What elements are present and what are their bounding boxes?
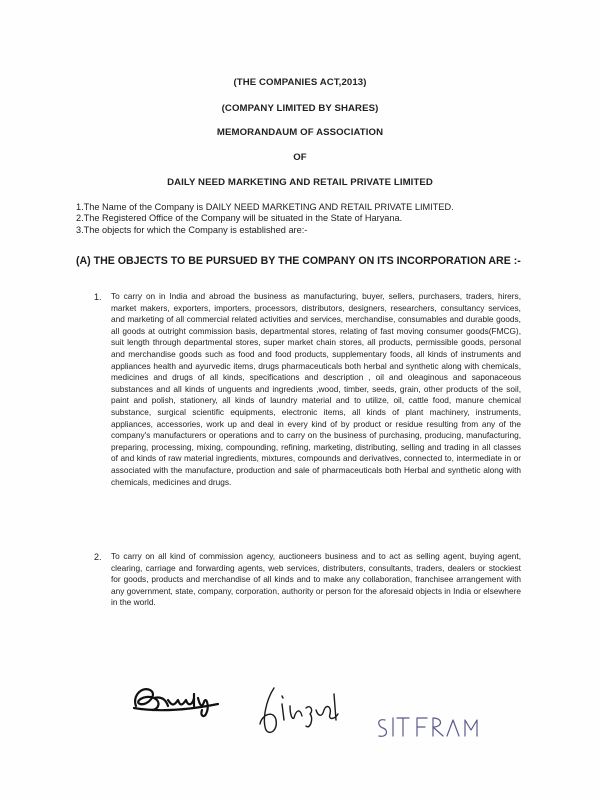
intro-clauses (76, 202, 546, 236)
object-number: 2. (94, 552, 102, 562)
company-type-heading: (COMPANY LIMITED BY SHARES) (221, 103, 379, 114)
clause-registered-office: 2.The Registered Office of the Company will be situated in the State of Haryana. (76, 213, 403, 224)
of-heading: OF (293, 152, 307, 163)
clause-objects: 3.The objects for which the Company is established are:- (76, 224, 308, 235)
objects-section-title: (A) THE OBJECTS TO BE PURSUED BY THE COMPANY ON ITS INCORPORATION ARE :- (76, 255, 521, 267)
signature-3 (373, 712, 488, 742)
company-name-heading: DAILY NEED MARKETING AND RETAIL PRIVATE LIMITED (167, 177, 433, 188)
memorandum-heading: MEMORANDAUM OF ASSOCIATION (216, 127, 384, 138)
object-text: To carry on all kind of commission agency, auctioneers business and to act as selling agent, buying agent, clearing, carriage and forwarding agents, web services, distributers, consultants, traders, dealers or stockiest for goods, products and merchandise of all kinds and to make any collaboration, franchisee arrangement with any government, state, company, corporation, authority or person for the aforesaid objects in India or elsewhere in the world. (111, 551, 521, 608)
object-number: 1. (94, 292, 102, 302)
signature-1 (128, 676, 223, 718)
clause-name: 1.The Name of the Company is DAILY NEED MARKETING AND RETAIL PRIVATE LIMITED. (76, 202, 454, 212)
signature-2 (252, 680, 362, 740)
act-heading: (THE COMPANIES ACT,2013) (233, 77, 367, 88)
object-text: To carry on in India and abroad the business as manufacturing, buyer, sellers, purchasers, traders, hirers, market makers, exporters, importers, processors, distributors, designers, researchers, consultancy services, and marketing of all commercial related activities and services, merchandise, consumables and durable goods, all goods at outright commission basis, departmental stores, relating of fast moving consumer goods(FMCG), suit length through departmental stores, super market chain stores, all products, permissible goods, personal and merchandise goods such as food and food products, supplementary foods, all kinds of instruments and appliances health and ayurvedic items, drugs pharmaceuticals both herbal and synthetic along with chemicals, medicines and drugs of all kinds, specifications and description , oil and oleaginous and saponaceous substances and all kinds of unguents and ingredients ,wood, timber, seeds, grain, other products of the soil, paint and polish, stationery, all kinds of laundry material and to utilize, oil, cattle food, manure chemical substance, surgical scientific equipments, electronic items, all kinds of plant machinery, instruments, appliances, accessories, work up and deal in every kind of by product or residue resulting from any of the company's manufacturers or operations and to carry on the business of purchasing, producing, manufacturing, preparing, processing, mixing, compounding, refining, marketing, distributing, selling and trading in all classes of and kinds of raw material ingredients, mixtures, compounds and derivatives, connected to, intermediate in or associated with the manufacture, production and sale of pharmaceuticals both Herbal and synthetic along with chemicals, medicines and drugs. (111, 291, 521, 487)
